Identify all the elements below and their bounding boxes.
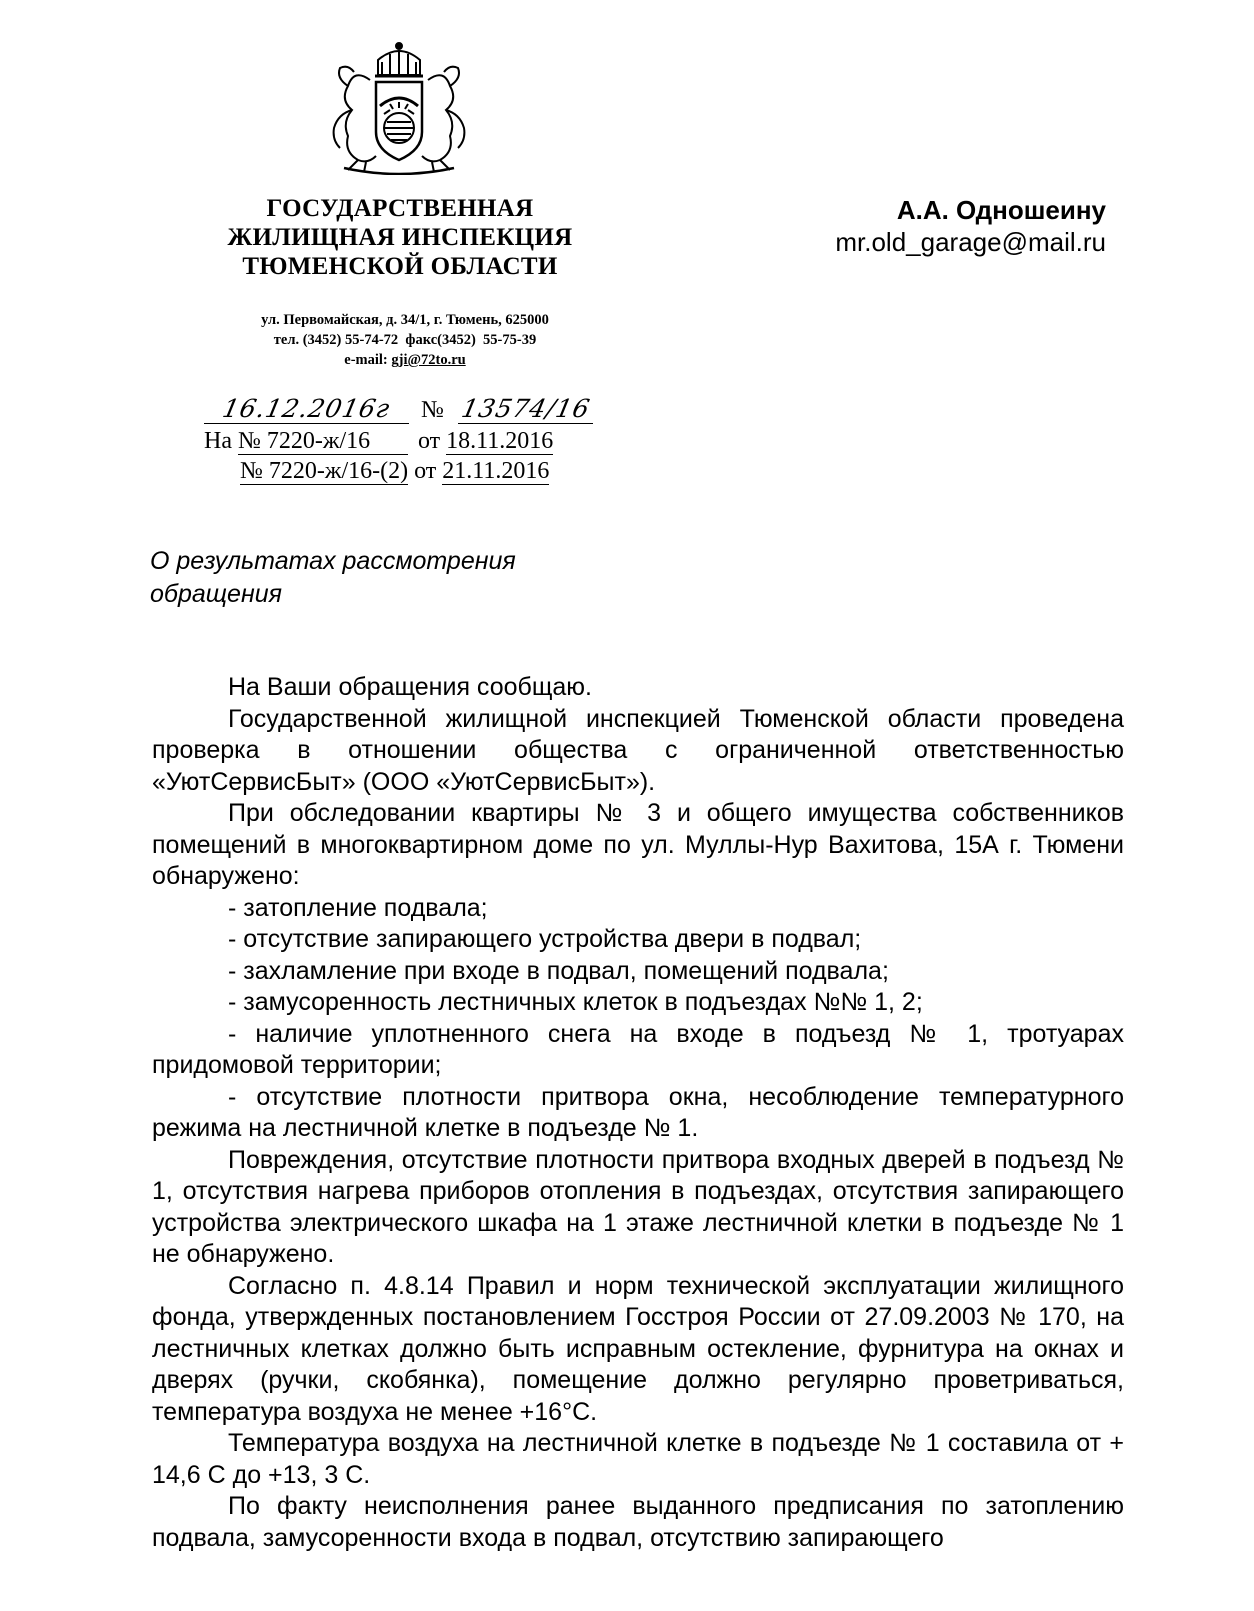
- outgoing-number-label: №: [421, 397, 444, 423]
- addressee-email[interactable]: mr.old_garage@mail.ru: [835, 227, 1106, 257]
- reference-2-from: от: [414, 458, 437, 484]
- paragraph-findings-intro: При обследовании квартиры № 3 и общего имущества собственников помещений в многоквартирном доме по ул. Муллы-Нур Вахитова, 15А г. Тюмени обнаружено:: [152, 799, 1124, 890]
- reference-1-number: № 7220-ж/16: [238, 428, 408, 455]
- org-email[interactable]: gji@72to.ru: [391, 352, 466, 368]
- reference-prefix: На: [204, 428, 232, 454]
- reference-line-1: [204, 426, 553, 456]
- reference-2-number: № 7220-ж/16-(2): [240, 458, 409, 484]
- paragraph-prescription: По факту неисполнения ранее выданного предписания по затоплению подвала, замусоренности входа в подвал, отсутствию запирающего: [152, 1492, 1124, 1552]
- outgoing-registration-line: [204, 395, 593, 425]
- reference-1-from: от: [417, 428, 441, 454]
- letter-subject: [150, 545, 516, 611]
- finding-item: - наличие уплотненного снега на входе в подъезд № 1, тротуарах придомовой территории;: [152, 1019, 1124, 1079]
- finding-item: - захламление при входе в подвал, помещений подвала;: [228, 956, 889, 985]
- org-address: ул. Первомайская, д. 34/1, г. Тюмень, 625000: [261, 312, 549, 328]
- organization-contacts: [210, 310, 600, 370]
- finding-item: - отсутствие плотности притвора окна, несоблюдение температурного режима на лестничной клетке в подъезде № 1.: [152, 1082, 1124, 1142]
- paragraph-temperature: Температура воздуха на лестничной клетке в подъезде № 1 составила от + 14,6 С до +13, 3 С.: [152, 1429, 1124, 1489]
- outgoing-date-field: [204, 396, 409, 424]
- outgoing-number-handwritten: 13574/16: [458, 394, 593, 423]
- outgoing-date-handwritten: 16.12.2016г: [220, 394, 394, 423]
- finding-item: - замусоренность лестничных клеток в подъездах №№ 1, 2;: [228, 988, 923, 1016]
- subject-line-2: обращения: [150, 580, 282, 608]
- org-line-3: ТЮМЕНСКОЙ ОБЛАСТИ: [242, 253, 558, 280]
- org-line-1: ГОСУДАРСТВЕННАЯ: [266, 195, 534, 222]
- paragraph-greeting: На Ваши обращения сообщаю.: [228, 673, 593, 701]
- organization-name: [200, 194, 600, 281]
- reference-line-2: [240, 456, 549, 486]
- coat-of-arms-emblem: [318, 40, 480, 175]
- letter-body: [152, 672, 1124, 1554]
- org-email-line: [210, 350, 600, 370]
- subject-line-1: О результатах рассмотрения: [150, 547, 516, 575]
- reference-1-date: 18.11.2016: [446, 428, 554, 454]
- paragraph-regulation: Согласно п. 4.8.14 Правил и норм технической эксплуатации жилищного фонда, утвержденных постановлением Госстроя России от 27.09.2003 № 170, на лестничных клетках должно быть исправным остекление, фурнитура на окнах и дверях (ручки, скобянка), помещение должно регулярно проветриваться, температура воздуха не менее +16°С.: [152, 1271, 1124, 1426]
- org-email-label: e-mail:: [344, 352, 388, 368]
- addressee-block: [835, 194, 1106, 258]
- outgoing-number-field: [458, 396, 593, 424]
- org-phone: тел. (3452) 55-74-72 факс(3452) 55-75-39: [273, 332, 537, 348]
- finding-item: - затопление подвала;: [228, 893, 488, 922]
- addressee-name: А.А. Одношеину: [896, 195, 1106, 225]
- reference-2-date: 21.11.2016: [442, 458, 550, 484]
- paragraph-inspection: Государственной жилищной инспекцией Тюменской области проведена проверка в отношении общества с ограниченной ответственностью «УютСервисБыт» (ООО «УютСервисБыт»).: [152, 704, 1124, 796]
- org-line-2: ЖИЛИЩНАЯ ИНСПЕКЦИЯ: [227, 224, 573, 251]
- paragraph-not-found: Повреждения, отсутствие плотности притвора входных дверей в подъезд № 1, отсутствия нагрева приборов отопления в подъездах, отсутствия запирающего устройства электрического шкафа на 1 этаже лестничной клетки в подъезде № 1 не обнаружено.: [152, 1145, 1124, 1268]
- finding-item: - отсутствие запирающего устройства двери в подвал;: [228, 925, 862, 953]
